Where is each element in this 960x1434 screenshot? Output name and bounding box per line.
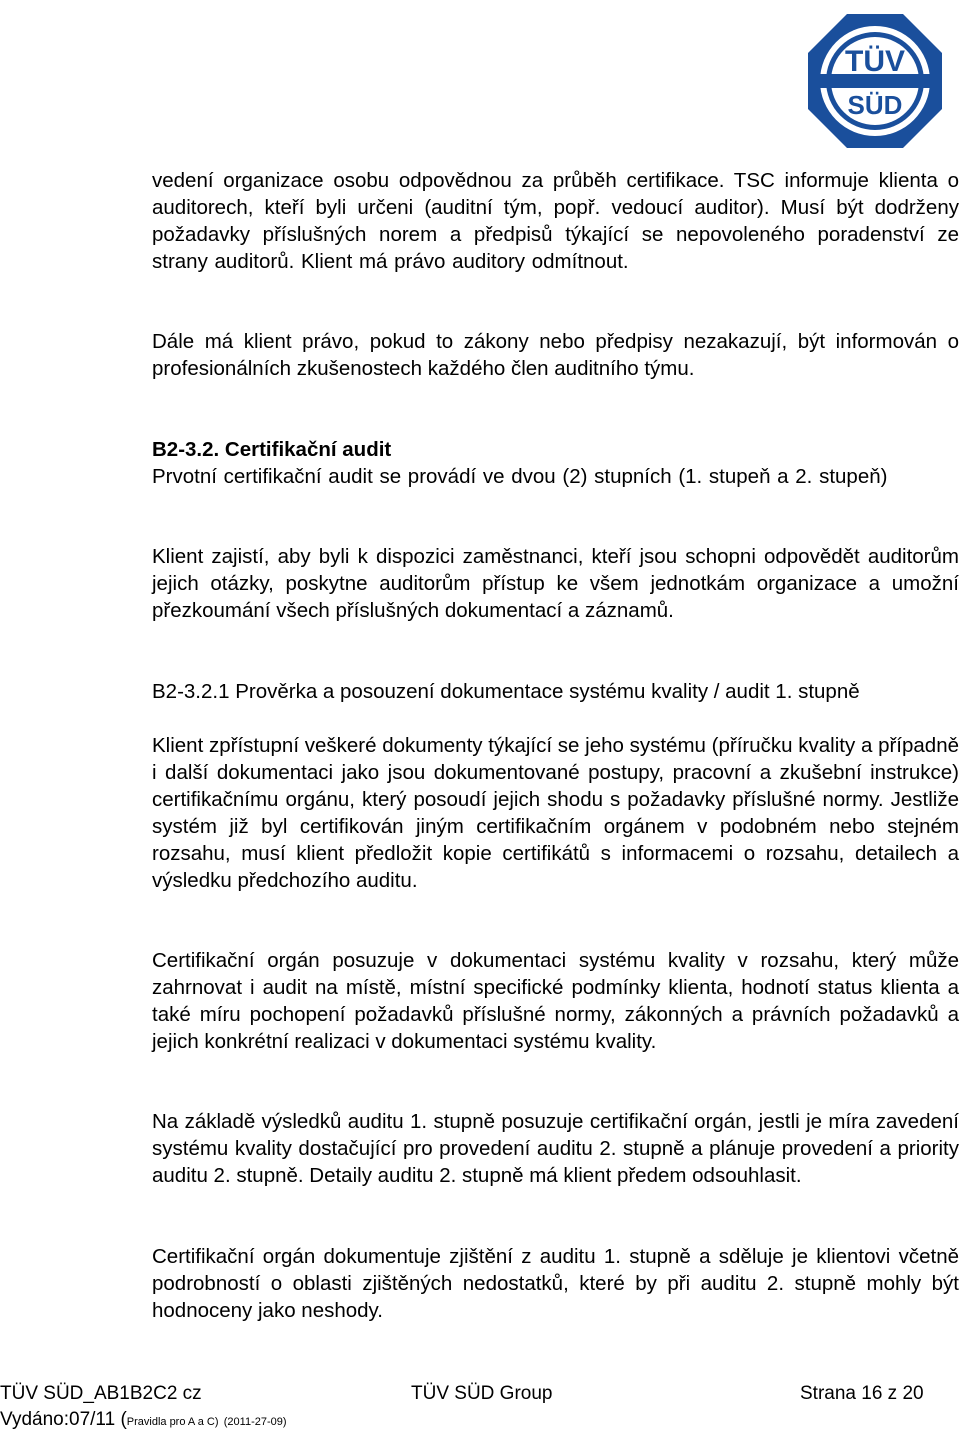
paragraph-4: Klient zajistí, aby byli k dispozici zaměstnanci, kteří jsou schopni odpovědět auditorům jejich otázky, poskytne auditorům přístup ke všem jednotkám organizace a umožní přezkoumání všech příslušných dokumentací a záznamů. — [152, 545, 959, 622]
subsection-heading-stage1: B2-3.2.1 Prověrka a posouzení dokumentace systému kvality / audit 1. stupně — [152, 680, 860, 703]
footer-issued — [0, 1408, 287, 1434]
tuv-sud-logo — [808, 14, 942, 148]
paragraph-2: Dále má klient právo, pokud to zákony nebo předpisy nezakazují, být informován o profesionálních zkušenostech každého člen auditního týmu. — [152, 330, 959, 380]
paragraph-6: Certifikační orgán posuzuje v dokumentaci systému kvality v rozsahu, který může zahrnovat i audit na místě, místní specifické podmínky klienta, hodnotí status klienta a také míru pochopení požadavků příslušné normy, zákonných a právních požadavků a jejich konkrétní realizaci v dokumentaci systému kvality. — [152, 949, 959, 1053]
footer-issued-date: (2011-27-09) — [223, 1416, 287, 1428]
footer-issued-label: Vydáno:07/11 — [0, 1409, 116, 1430]
footer-issued-note: Pravidla pro A a C) — [126, 1416, 219, 1428]
footer-page-number: Strana 16 z 20 — [800, 1383, 924, 1404]
paragraph-7: Na základě výsledků auditu 1. stupně posuzuje certifikační orgán, jestli je míra zavedení systému kvality dostačující pro provedení auditu 2. stupně a plánuje provedení a priority auditu 2. stupně. Detaily auditu 2. stupně má klient předem odsouhlasit. — [152, 1110, 959, 1187]
paragraph-8: Certifikační orgán dokumentuje zjištění z auditu 1. stupně a sděluje je klientovi včetně podrobností o oblasti zjištěných nedostatků, které by při auditu 2. stupně mohly být hodnoceny jako neshody. — [152, 1245, 959, 1322]
logo-line1: TÜV — [845, 45, 905, 78]
paragraph-1: vedení organizace osobu odpovědnou za průběh certifikace. TSC informuje klienta o auditorech, kteří byli určeni (auditní tým, popř. vedoucí auditor). Musí být dodrženy požadavky příslušných norem a předpisů týkající se nepovoleného poradenství ze strany auditorů. Klient má právo auditory odmítnout. — [152, 169, 959, 273]
footer-company: TÜV SÜD Group — [411, 1383, 553, 1404]
footer-issued-paren: ( — [120, 1409, 127, 1430]
paragraph-5: Klient zpřístupní veškeré dokumenty týkající se jeho systému (příručku kvality a případně i další dokumentaci jako jsou dokumentované postupy, pracovní a zkušební instrukce) certifikačnímu orgánu, který posoudí jejich shodu s požadavky příslušné normy. Jestliže systém již byl certifikován jiným certifikačním orgánem v podobném nebo stejném rozsahu, musí klient předložit kopie certifikátů s informacemi o rozsahu, detailech a výsledku předchozího auditu. — [152, 734, 959, 892]
tuv-sud-octagon-icon — [808, 14, 942, 148]
logo-line2: SÜD — [847, 90, 903, 120]
footer-doc-code: TÜV SÜD_AB1B2C2 cz — [0, 1383, 202, 1404]
paragraph-3: Prvotní certifikační audit se provádí ve dvou (2) stupních (1. stupeň a 2. stupeň) — [152, 465, 888, 488]
section-heading-certification-audit: B2-3.2. Certifikační audit — [152, 438, 392, 461]
